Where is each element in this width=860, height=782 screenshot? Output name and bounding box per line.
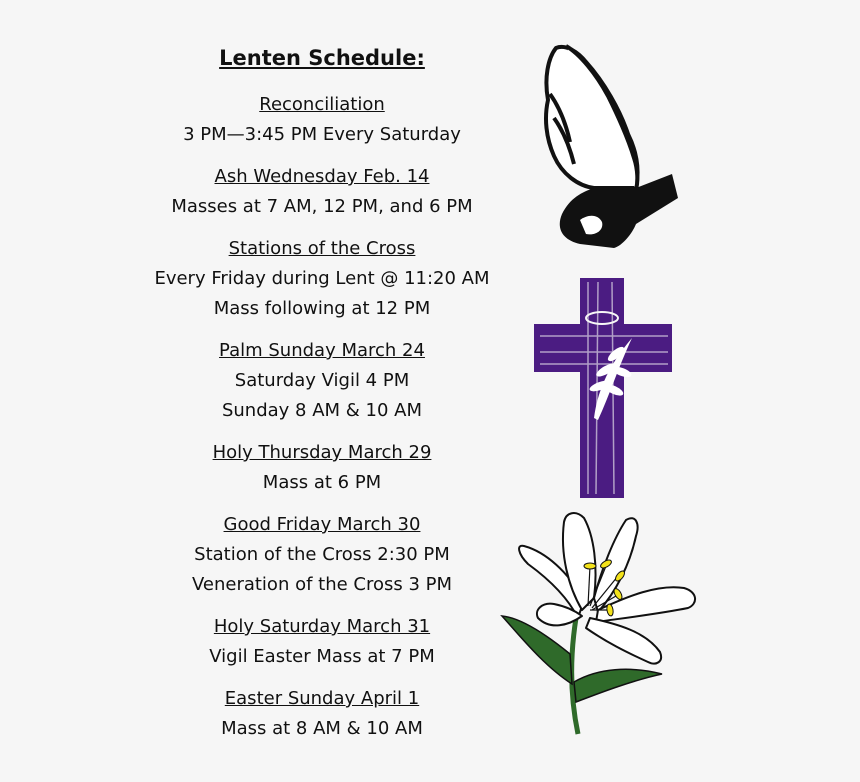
section-line: Saturday Vigil 4 PM [234, 370, 410, 391]
purple-cross-icon [532, 278, 674, 498]
section-reconciliation [122, 90, 522, 150]
section-line: Mass following at 12 PM [213, 298, 431, 319]
section-heading: Good Friday March 30 [223, 514, 421, 535]
section-line: Every Friday during Lent @ 11:20 AM [154, 268, 490, 289]
section-line: Masses at 7 AM, 12 PM, and 6 PM [171, 196, 473, 217]
section-holy-thursday [122, 438, 522, 498]
section-heading: Palm Sunday March 24 [219, 340, 425, 361]
easter-lily-icon [498, 506, 704, 738]
lenten-schedule [122, 44, 522, 756]
section-line: Mass at 8 AM & 10 AM [221, 718, 423, 739]
praying-hands-icon [540, 38, 680, 253]
section-good-friday [122, 510, 522, 600]
schedule-title: Lenten Schedule: [219, 46, 425, 70]
section-line: Sunday 8 AM & 10 AM [221, 400, 423, 421]
section-palm-sunday [122, 336, 522, 426]
section-heading: Reconciliation [259, 94, 385, 115]
section-easter-sunday [122, 684, 522, 744]
section-heading: Stations of the Cross [228, 238, 416, 259]
section-line: 3 PM—3:45 PM Every Saturday [183, 124, 461, 145]
section-heading: Ash Wednesday Feb. 14 [214, 166, 430, 187]
section-line: Station of the Cross 2:30 PM [194, 544, 450, 565]
section-ash-wednesday [122, 162, 522, 222]
section-holy-saturday [122, 612, 522, 672]
section-heading: Holy Thursday March 29 [212, 442, 432, 463]
section-line: Vigil Easter Mass at 7 PM [209, 646, 435, 667]
section-heading: Holy Saturday March 31 [213, 616, 431, 637]
section-line: Mass at 6 PM [262, 472, 382, 493]
section-line: Veneration of the Cross 3 PM [191, 574, 453, 595]
section-stations [122, 234, 522, 324]
section-heading: Easter Sunday April 1 [224, 688, 420, 709]
